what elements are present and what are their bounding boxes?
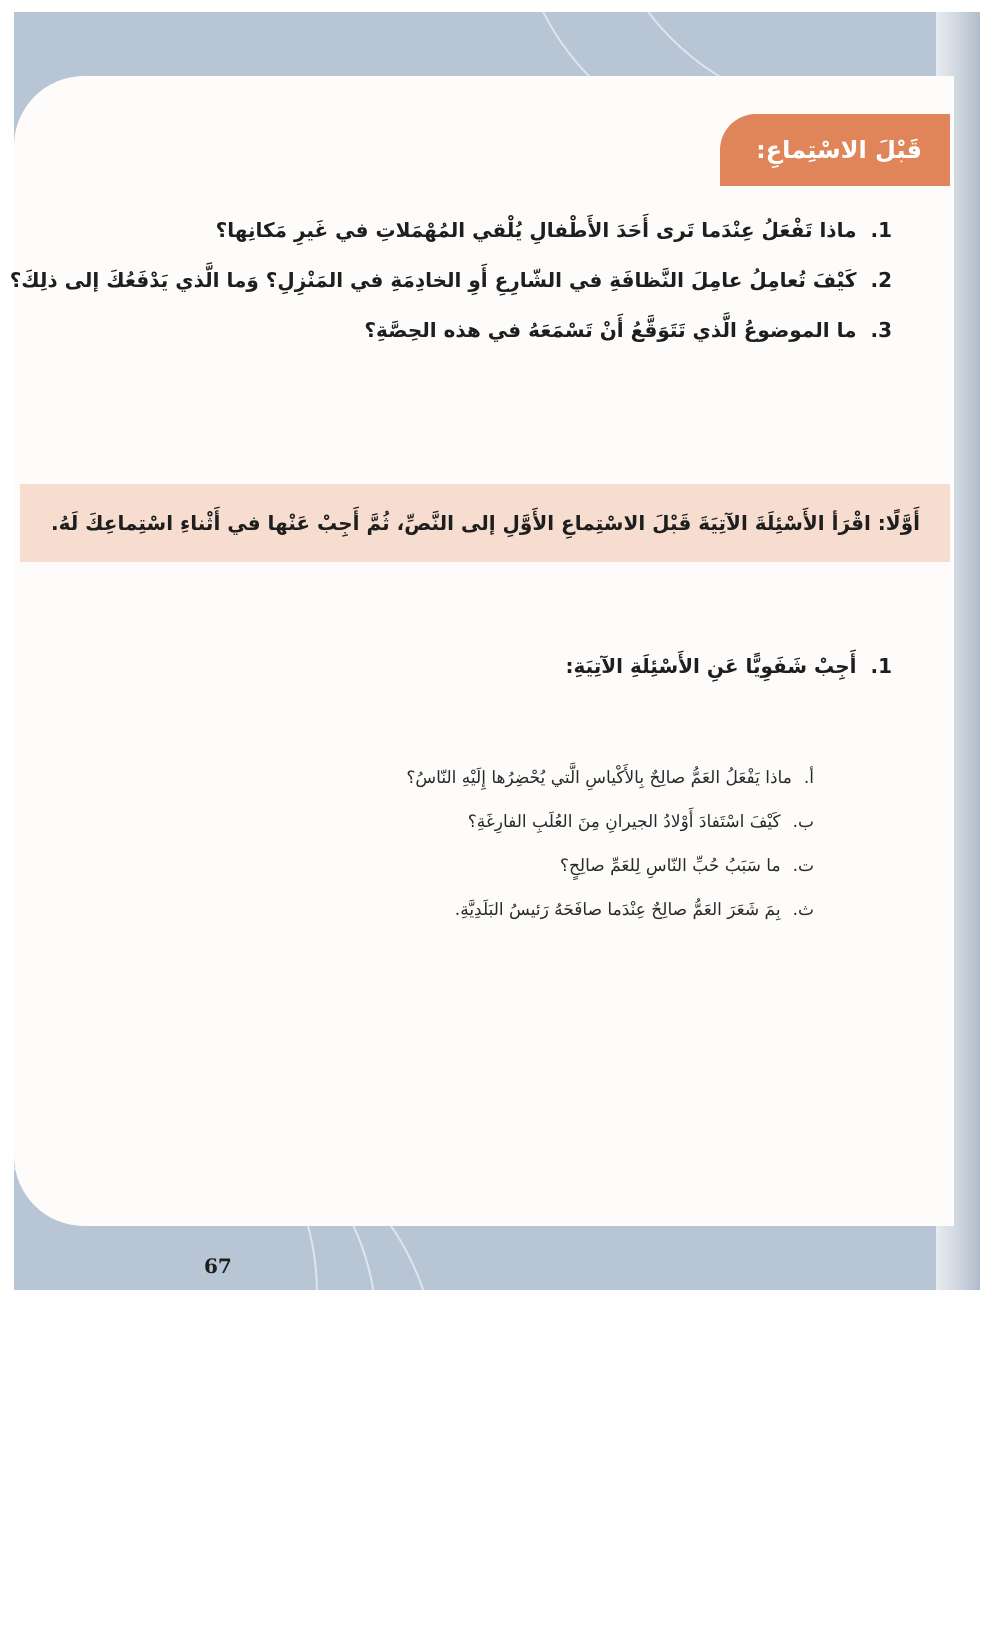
sub-question-a xyxy=(406,768,814,788)
question-1 xyxy=(216,218,892,242)
sub-question-b xyxy=(468,812,814,832)
instruction-text: أَوَّلًا: اقْرَأ الأَسْئِلَةَ الآتِيَةَ قَبْلَ الاسْتِماعِ الأَوَّلِ إلى النَّصِّ، ثُمَّ أَجِبْ عَنْها في أَثْناءِ اسْتِماعِكَ لَهُ. xyxy=(50,511,920,535)
question-2 xyxy=(10,268,892,292)
sub-question-t xyxy=(560,856,814,876)
task-number: 1. xyxy=(870,654,892,678)
question-number: 1. xyxy=(870,218,892,242)
sub-question-text: بِمَ شَعَرَ العَمُّ صالِحٌ عِنْدَما صافَحَهُ رَئيسُ البَلَدِيَّةِ. xyxy=(454,900,781,920)
sub-question-th xyxy=(455,900,814,920)
sub-question-text: ما سَبَبُ حُبِّ النّاسِ لِلعَمِّ صالِحٍ؟ xyxy=(559,856,781,876)
question-text: ما الموضوعُ الَّذي تَتَوَقَّعُ أَنْ تَسْمَعَهُ في هذه الحِصَّةِ؟ xyxy=(364,318,857,342)
task-text: أَجِبْ شَفَوِيًّا عَنِ الأَسْئِلَةِ الآتِيَةِ: xyxy=(565,654,857,678)
question-number: 3. xyxy=(870,318,892,342)
question-text: ماذا تَفْعَلُ عِنْدَما تَرى أَحَدَ الأَطْفالِ يُلْقي المُهْمَلاتِ في غَيرِ مَكانِها؟ xyxy=(215,218,857,242)
sub-question-letter: ب. xyxy=(792,812,814,832)
task-heading xyxy=(565,654,892,678)
sub-question-letter: أ. xyxy=(803,768,814,788)
question-text: كَيْفَ تُعامِلُ عامِلَ النَّظافَةِ في الشّارِعِ أَوِ الخادِمَةِ في المَنْزِلِ؟ وَما الَّذي يَدْفَعُكَ إلى ذلِكَ؟ xyxy=(9,268,857,292)
sub-question-letter: ت. xyxy=(792,856,814,876)
sub-question-text: كَيْفَ اسْتَفادَ أَوْلادُ الجيرانِ مِنَ العُلَبِ الفارِغَةِ؟ xyxy=(467,812,781,832)
page-content-area xyxy=(14,76,954,1226)
section-title: قَبْلَ الاسْتِماعِ: xyxy=(756,136,922,164)
sub-question-letter: ث. xyxy=(792,900,814,920)
question-number: 2. xyxy=(870,268,892,292)
page-number: 67 xyxy=(204,1254,232,1278)
question-3 xyxy=(364,318,892,342)
sub-question-text: ماذا يَفْعَلُ العَمُّ صالِحٌ بِالأَكْياسِ الَّتي يُحْضِرُها إِلَيْهِ النّاسُ؟ xyxy=(406,768,792,788)
section-header xyxy=(720,114,950,186)
instruction-banner xyxy=(20,484,950,562)
